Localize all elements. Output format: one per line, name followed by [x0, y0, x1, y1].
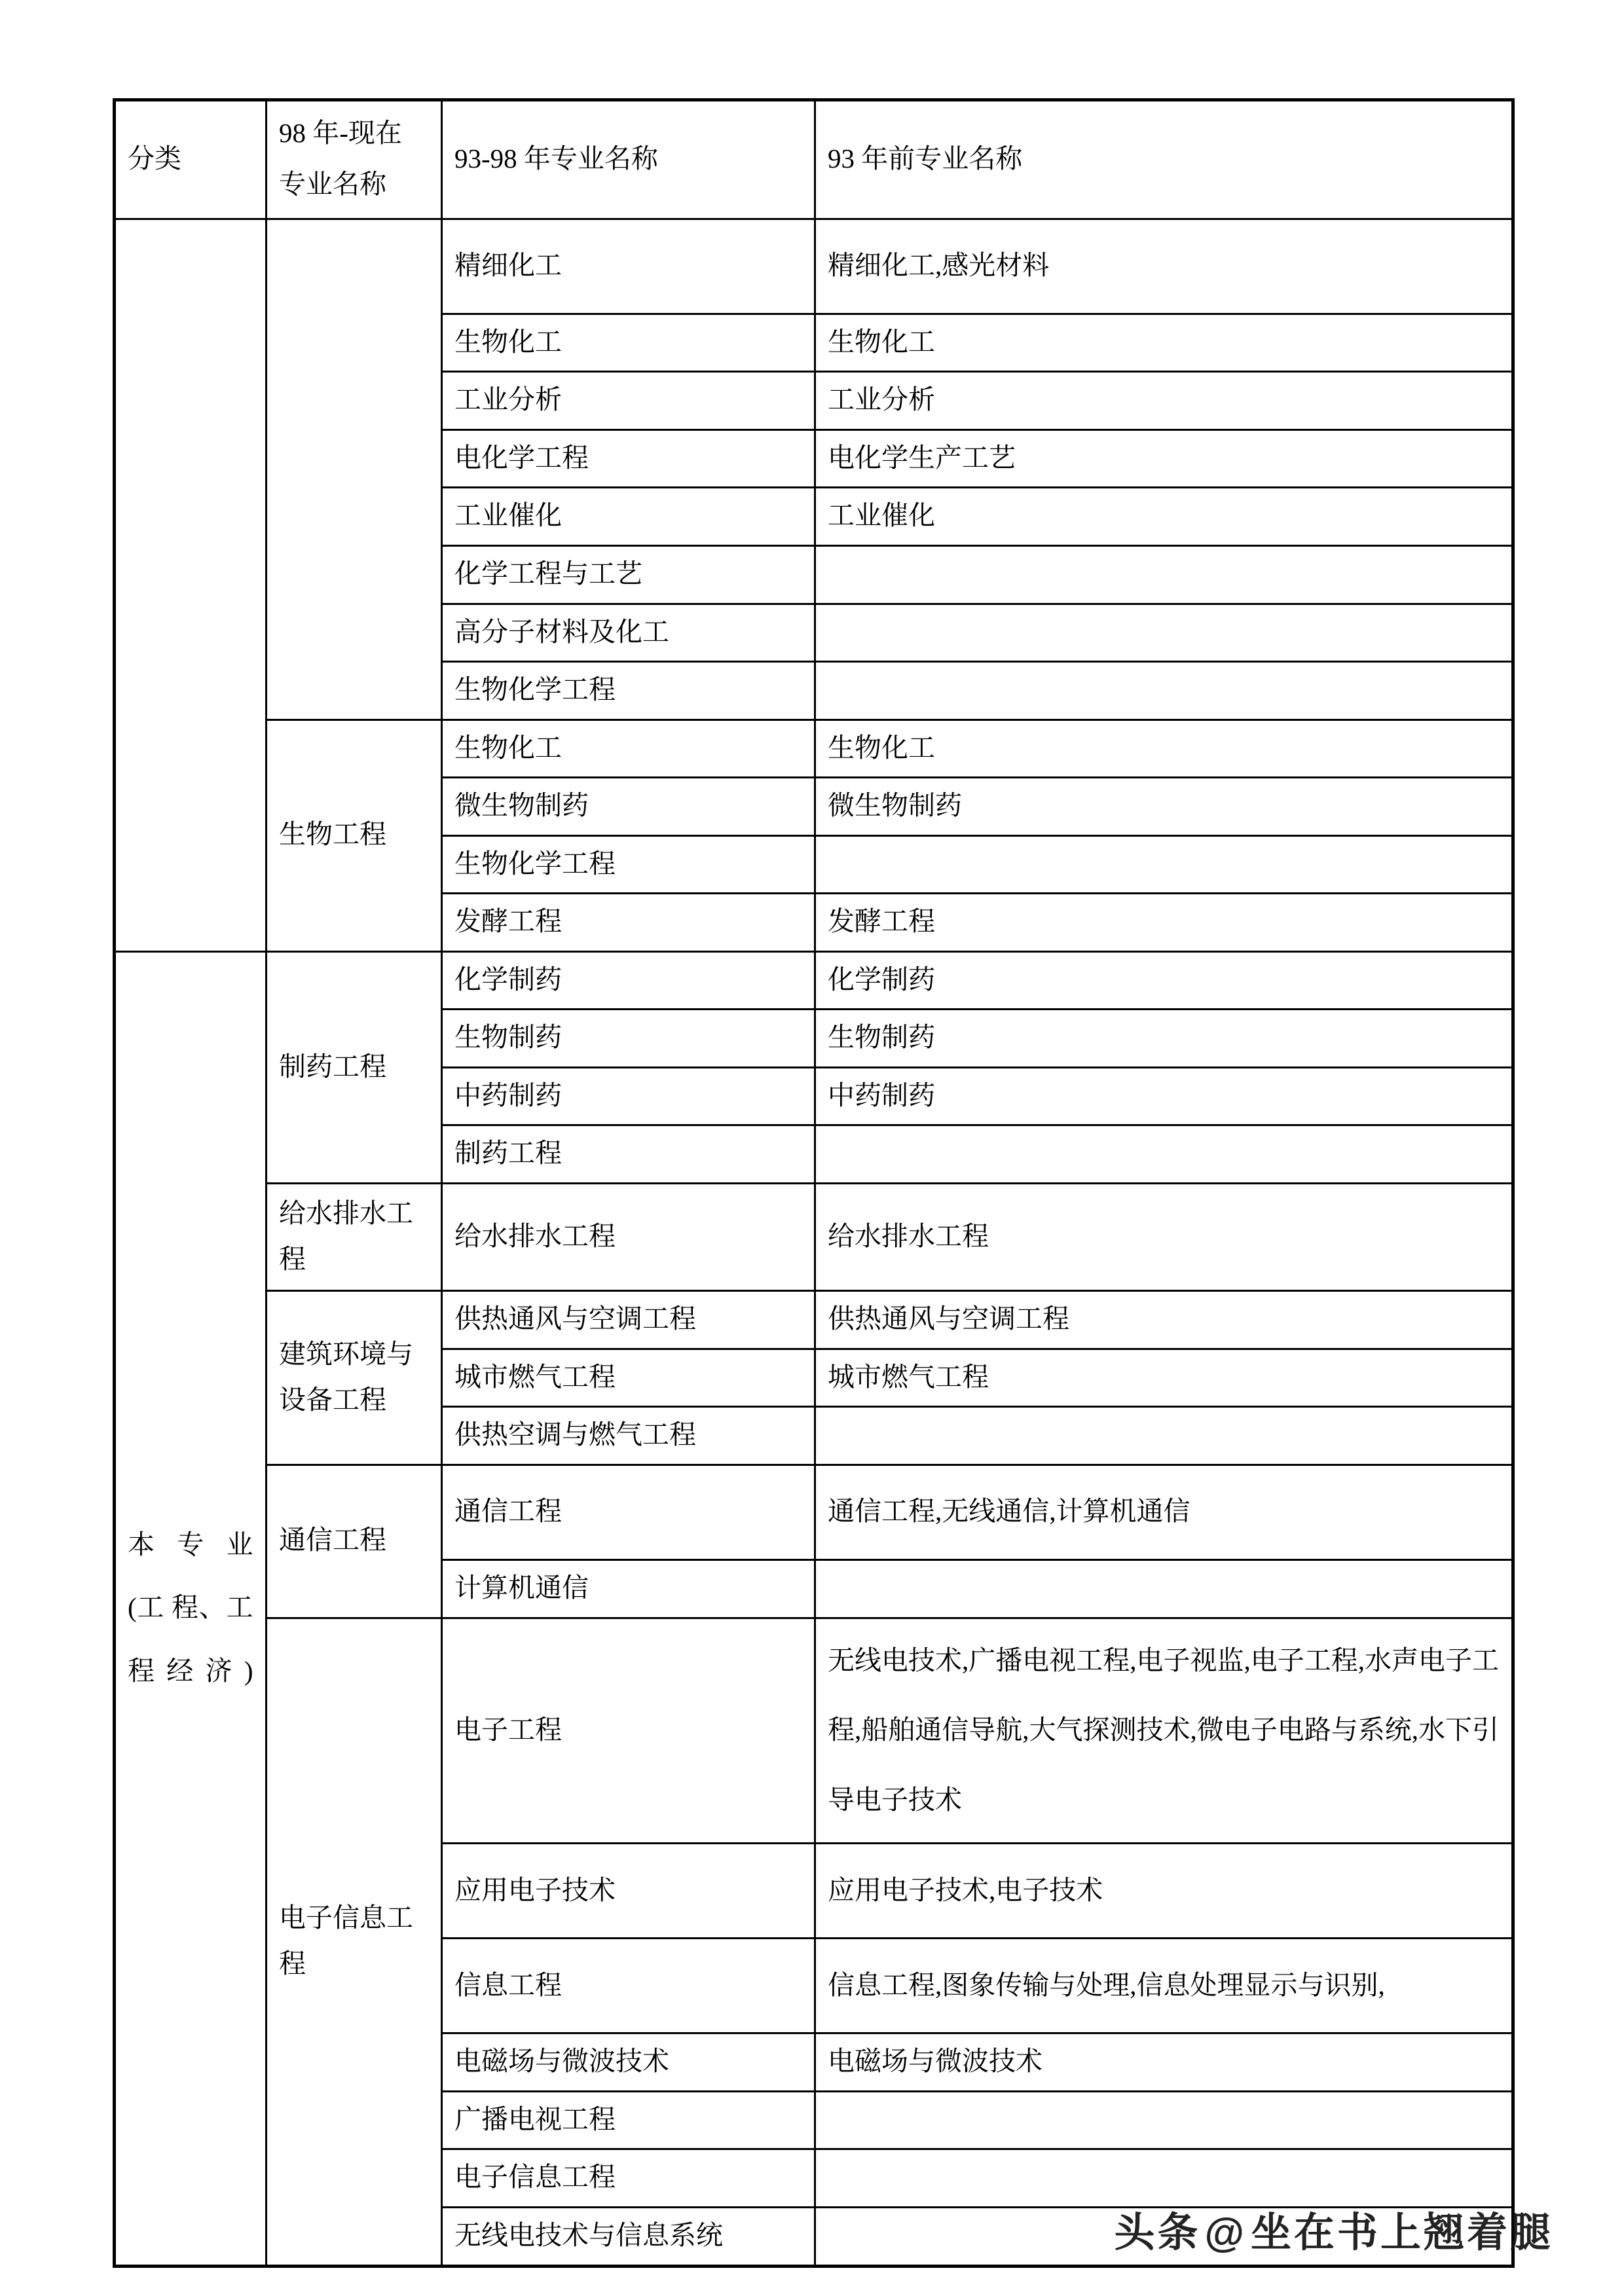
major-93-98-cell: 生物化学工程: [442, 835, 815, 894]
category-cell: [115, 219, 267, 951]
major-93-98-cell: 广播电视工程: [442, 2091, 815, 2149]
major-pre-93-cell: [815, 1560, 1513, 1618]
major-pre-93-cell: 生物化工: [815, 720, 1513, 778]
major-pre-93-cell: [815, 2091, 1513, 2149]
category-cell: 本 专 业 (工 程、工 程经济): [115, 951, 267, 2266]
major-93-98-cell: 电化学工程: [442, 429, 815, 488]
major-93-98-cell: 给水排水工程: [442, 1183, 815, 1290]
major-93-98-cell: 化学工程与工艺: [442, 545, 815, 604]
major-93-98-cell: 生物化工: [442, 314, 815, 372]
major-93-98-cell: 微生物制药: [442, 778, 815, 836]
major-pre-93-cell: [815, 1407, 1513, 1465]
major-93-98-cell: 电子信息工程: [442, 2149, 815, 2208]
table-row: [115, 1618, 1513, 1844]
majors-comparison-table: [113, 98, 1515, 2268]
major-pre-93-cell: 应用电子技术,电子技术: [815, 1844, 1513, 1939]
table-row: [115, 1291, 1513, 1349]
major-pre-93-cell: 工业催化: [815, 488, 1513, 546]
major-pre-93-cell: [815, 2149, 1513, 2208]
major-93-98-cell: 发酵工程: [442, 894, 815, 952]
watermark: [1115, 2200, 1554, 2258]
major-93-98-cell: 应用电子技术: [442, 1844, 815, 1939]
major-93-98-cell: 信息工程: [442, 1939, 815, 2033]
major-pre-93-cell: 电磁场与微波技术: [815, 2033, 1513, 2092]
table-header-row: [115, 100, 1513, 219]
table-row: [115, 1183, 1513, 1290]
major-93-98-cell: 高分子材料及化工: [442, 604, 815, 662]
major-93-98-cell: 生物化工: [442, 720, 815, 778]
major-93-98-cell: 通信工程: [442, 1465, 815, 1560]
major-pre-93-cell: [815, 545, 1513, 604]
major-93-98-cell: 城市燃气工程: [442, 1349, 815, 1407]
major-pre-93-cell: 生物制药: [815, 1010, 1513, 1068]
table-row: [115, 951, 1513, 1010]
current-major-cell: 给水排水工程: [267, 1183, 442, 1290]
major-93-98-cell: 电子工程: [442, 1618, 815, 1844]
major-pre-93-cell: 通信工程,无线通信,计算机通信: [815, 1465, 1513, 1560]
major-pre-93-cell: 精细化工,感光材料: [815, 219, 1513, 314]
current-major-cell: 电子信息工程: [267, 1618, 442, 2266]
current-major-cell: 生物工程: [267, 720, 442, 951]
table-row: [115, 720, 1513, 778]
major-pre-93-cell: 工业分析: [815, 372, 1513, 430]
watermark-source: 头条: [1114, 2210, 1201, 2255]
major-93-98-cell: 制药工程: [442, 1125, 815, 1184]
header-cell-pre-93: 93 年前专业名称: [815, 100, 1513, 219]
major-pre-93-cell: [815, 835, 1513, 894]
major-pre-93-cell: 发酵工程: [815, 894, 1513, 952]
major-pre-93-cell: 化学制药: [815, 951, 1513, 1010]
table-row: [115, 1465, 1513, 1560]
header-cell-current-line2: 专业名称: [279, 168, 386, 199]
major-93-98-cell: 供热空调与燃气工程: [442, 1407, 815, 1465]
major-pre-93-cell: 城市燃气工程: [815, 1349, 1513, 1407]
major-pre-93-cell: 微生物制药: [815, 778, 1513, 836]
table-body: [115, 100, 1513, 2267]
major-93-98-cell: 电磁场与微波技术: [442, 2033, 815, 2092]
major-93-98-cell: 无线电技术与信息系统: [442, 2207, 815, 2266]
major-pre-93-cell: [815, 604, 1513, 662]
current-major-cell: 制药工程: [267, 951, 442, 1183]
header-cell-93-98: 93-98 年专业名称: [442, 100, 815, 219]
header-cell-current: [267, 100, 442, 219]
major-93-98-cell: 工业催化: [442, 488, 815, 546]
major-93-98-cell: 化学制药: [442, 951, 815, 1010]
major-pre-93-cell: 供热通风与空调工程: [815, 1291, 1513, 1349]
major-93-98-cell: 供热通风与空调工程: [442, 1291, 815, 1349]
current-major-cell: 通信工程: [267, 1465, 442, 1618]
major-pre-93-cell: [815, 662, 1513, 720]
major-pre-93-cell: 电化学生产工艺: [815, 429, 1513, 488]
current-major-cell: [267, 219, 442, 720]
major-pre-93-cell: 中药制药: [815, 1067, 1513, 1125]
major-93-98-cell: 工业分析: [442, 372, 815, 430]
majors-table-wrapper: [113, 98, 1511, 2268]
watermark-at: @: [1204, 2210, 1247, 2255]
major-pre-93-cell: [815, 1125, 1513, 1184]
major-93-98-cell: 计算机通信: [442, 1560, 815, 1618]
header-cell-current-line1: 98 年-现在: [279, 118, 402, 148]
major-93-98-cell: 生物化学工程: [442, 662, 815, 720]
major-pre-93-cell: 信息工程,图象传输与处理,信息处理显示与识别,: [815, 1939, 1513, 2033]
major-93-98-cell: 中药制药: [442, 1067, 815, 1125]
current-major-cell: 建筑环境与设备工程: [267, 1291, 442, 1465]
major-pre-93-cell: 生物化工: [815, 314, 1513, 372]
major-pre-93-cell: 给水排水工程: [815, 1183, 1513, 1290]
table-row: [115, 219, 1513, 314]
major-93-98-cell: 生物制药: [442, 1010, 815, 1068]
watermark-author: 坐在书上翘着腿: [1250, 2210, 1553, 2255]
header-cell-category: 分类: [115, 100, 267, 219]
major-pre-93-cell: 无线电技术,广播电视工程,电子视监,电子工程,水声电子工程,船舶通信导航,大气探测技术,微电子电路与系统,水下引导电子技术: [815, 1618, 1513, 1844]
major-93-98-cell: 精细化工: [442, 219, 815, 314]
